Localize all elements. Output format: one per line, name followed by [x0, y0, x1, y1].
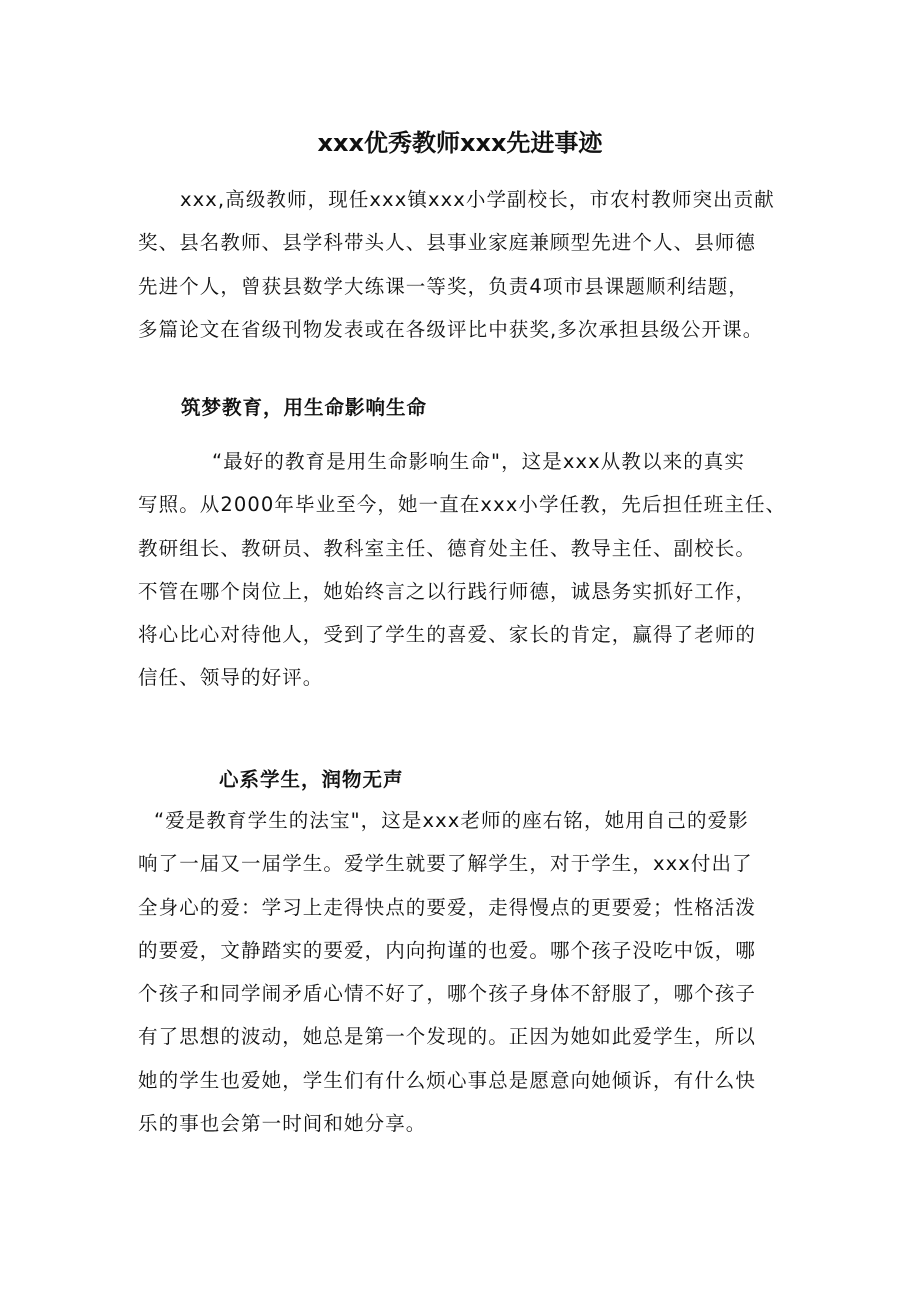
- section1-line: 将心比心对待他人，受到了学生的喜爱、家长的肯定，赢得了老师的: [138, 623, 757, 647]
- section-heading-care-students: 心系学生，润物无声: [219, 768, 404, 791]
- section1-line: 写照。从2000年毕业至今，她一直在xxx小学任教，先后担任班主任、: [138, 493, 787, 517]
- section2-line: “爱是教育学生的法宝"，这是xxx老师的座右铭，她用自己的爱影: [154, 809, 749, 832]
- section2-line: 响了一届又一届学生。爱学生就要了解学生，对于学生，xxx付出了: [138, 852, 753, 876]
- section2-line: 有了思想的波动，她总是第一个发现的。正因为她如此爱学生，所以: [138, 1025, 757, 1049]
- section2-paragraph: [138, 799, 798, 1145]
- section-heading-dream-education: 筑梦教育，用生命影响生命: [181, 396, 428, 419]
- section1-line: 教研组长、教研员、教科室主任、德育处主任、教导主任、副校长。: [138, 536, 757, 560]
- section2-line: 乐的事也会第一时间和她分享。: [138, 1112, 427, 1136]
- section1-line: “最好的教育是用生命影响生命"，这是xxx从教以来的真实: [212, 450, 745, 473]
- section1-paragraph: [138, 440, 798, 700]
- section2-line: 她的学生也爱她，学生们有什么烦心事总是愿意向她倾诉，有什么快: [138, 1068, 757, 1092]
- section1-line: 信任、领导的好评。: [138, 666, 324, 690]
- section1-line: 不管在哪个岗位上，她始终言之以行践行师德，诚恳务实抓好工作，: [138, 579, 757, 603]
- intro-line: 先进个人，曾获县数学大练课一等奖，负责4项市县课题顺利结题，: [138, 274, 749, 298]
- intro-paragraph: [138, 178, 798, 351]
- section2-line: 全身心的爱：学习上走得快点的要爱，走得慢点的更要爱；性格活泼: [138, 895, 757, 919]
- intro-line: 多篇论文在省级刊物发表或在各级评比中获奖,多次承担县级公开课。: [138, 317, 764, 341]
- document-title: xxx优秀教师xxx先进事迹: [317, 129, 603, 157]
- section2-line: 的要爱，文静踏实的要爱，内向拘谨的也爱。哪个孩子没吃中饭，哪: [138, 938, 757, 962]
- intro-line: xxx,高级教师，现任xxx镇xxx小学副校长，市农村教师突出贡献: [180, 188, 775, 211]
- intro-line: 奖、县名教师、县学科带头人、县事业家庭兼顾型先进个人、县师德: [138, 231, 757, 255]
- section2-line: 个孩子和同学闹矛盾心情不好了，哪个孩子身体不舒服了，哪个孩子: [138, 982, 757, 1006]
